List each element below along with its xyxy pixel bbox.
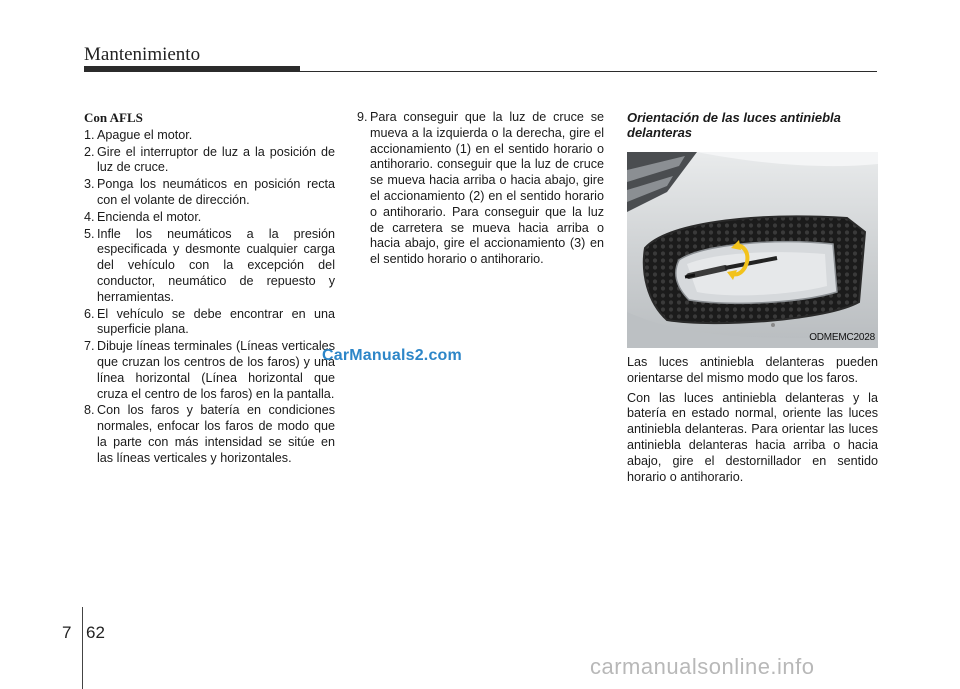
step-number: 1. <box>84 127 95 142</box>
step-text: Infle los neumáticos a la presión especificada y desmonte cualquier carga del vehículo con la excepción del conductor, neumático de repuesto y herramientas. <box>97 226 335 304</box>
step-item <box>84 210 335 226</box>
step-number: 6. <box>84 306 95 321</box>
page-header-title: Mantenimiento <box>84 44 201 65</box>
column-right <box>627 110 878 489</box>
footer-chapter-number: 7 <box>62 623 72 642</box>
step-item <box>84 403 335 466</box>
step-number: 8. <box>84 403 95 418</box>
fog-lamp-paragraph: Las luces antiniebla delanteras pueden orientarse del mismo modo que los faros. <box>627 355 878 385</box>
step-text: Para conseguir que la luz de cruce se mueva a la izquierda o la derecha, gire el accionamiento (1) en el sentido horario o antihorario. conseguir que la luz de cruce se mueva hacia arriba o hacia abajo, gire el accionamiento (2) en el sentido horario o antihorario. Para conseguir que la luz de carretera se mueva hacia arriba o hacia abajo, gire el accionamiento (3) en el sentido horario o antihorario. <box>370 110 604 267</box>
fog-lamp-section-title: Orientación de las luces antiniebla delanteras <box>627 110 841 140</box>
step-text: Ponga los neumáticos en posición recta con el volante de dirección. <box>97 177 335 207</box>
fog-lamp-figure <box>627 152 878 348</box>
afls-steps-list <box>84 128 335 467</box>
column-middle <box>357 110 604 269</box>
step-text: Encienda el motor. <box>97 209 202 224</box>
step-number: 9. <box>357 110 368 124</box>
step-item <box>84 227 335 306</box>
step-item <box>84 145 335 177</box>
step-number: 7. <box>84 339 95 354</box>
afls-subheading: Con AFLS <box>84 110 143 125</box>
step-item <box>84 307 335 339</box>
fog-lamp-paragraph: Con las luces antiniebla delanteras y la batería en estado normal, oriente las luces antiniebla delanteras. Para orientar las luces antiniebla delanteras hacia arriba o hacia abajo, gire el destornillador en sentido horario o antihorario. <box>627 390 878 484</box>
carmanuals-watermark: CarManuals2.com <box>322 347 462 364</box>
step-number: 4. <box>84 209 95 224</box>
header-rule-thin <box>300 71 877 72</box>
step-number: 5. <box>84 226 95 241</box>
footer-page-number: 62 <box>86 623 105 642</box>
step-text: Dibuje líneas terminales (Líneas verticales que cruzan los centros de los faros) y una línea horizontal (Línea horizontal que cruza el centro de los faros) en la pantalla. <box>97 339 335 401</box>
footer-divider <box>82 607 83 689</box>
step-number: 3. <box>84 177 95 192</box>
step-item <box>84 339 335 402</box>
step-item <box>84 177 335 209</box>
step-text: El vehículo se debe encontrar en una superficie plana. <box>97 306 335 337</box>
footer-site-url[interactable]: carmanualsonline.info <box>590 654 815 679</box>
column-left <box>84 110 335 468</box>
step-text: Apague el motor. <box>97 127 193 142</box>
header-rule-thick <box>84 66 300 72</box>
figure-code: ODMEMC2028 <box>809 332 875 344</box>
fog-lamp-illustration <box>627 152 878 348</box>
step-text: Gire el interruptor de luz a la posición de luz de cruce. <box>97 144 335 175</box>
step-text: Con los faros y batería en condiciones normales, enfocar los faros de modo que la parte con más intensidad se sitúe en las líneas verticales y horizontales. <box>97 403 335 465</box>
step-item <box>357 110 604 268</box>
step-item <box>84 128 335 144</box>
afls-steps-continued <box>357 110 604 268</box>
step-number: 2. <box>84 144 95 159</box>
